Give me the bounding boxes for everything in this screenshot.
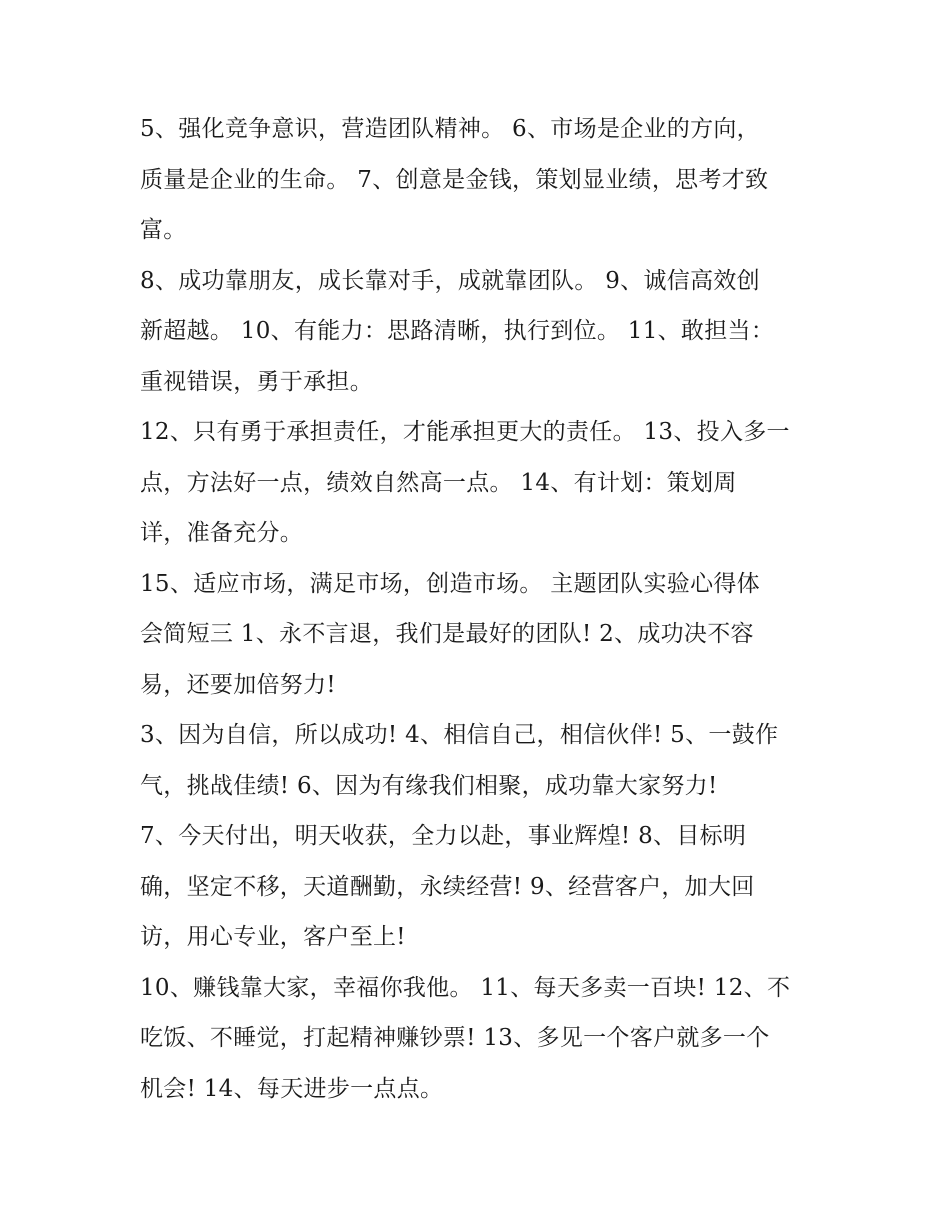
text-line: 8、成功靠朋友，成长靠对手，成就靠团队。 9、诚信高效创	[140, 267, 760, 294]
text-line: 质量是企业的生命。 7、创意是金钱，策划显业绩，思考才致	[140, 166, 769, 193]
text-line: 确，坚定不移，天道酬勤，永续经营! 9、经营客户，加大回	[140, 873, 755, 900]
text-line: 会简短三 1、永不言退，我们是最好的团队! 2、成功决不容	[140, 621, 754, 647]
text-line: 7、今天付出，明天收获，全力以赴，事业辉煌! 8、目标明	[140, 823, 747, 849]
text-line: 机会! 14、每天进步一点点。	[140, 1075, 444, 1102]
text-line: 10、赚钱靠大家，幸福你我他。 11、每天多卖一百块! 12、不	[140, 974, 791, 1001]
text-line: 富。	[140, 217, 187, 243]
text-line: 点，方法好一点，绩效自然高一点。 14、有计划：策划周	[140, 469, 737, 496]
document-body	[140, 104, 820, 1114]
text-line: 15、适应市场，满足市场，创造市场。 主题团队实验心得体	[140, 570, 760, 597]
text-line: 气，挑战佳绩! 6、因为有缘我们相聚，成功靠大家努力!	[140, 772, 718, 799]
text-line: 12、只有勇于承担责任，才能承担更大的责任。 13、投入多一	[140, 419, 790, 445]
text-line: 新超越。 10、有能力：思路清晰，执行到位。 11、敢担当：	[140, 318, 775, 344]
text-line: 重视错误，勇于承担。	[140, 368, 373, 395]
text-line: 易，还要加倍努力!	[140, 671, 336, 698]
text-line: 3、因为自信，所以成功! 4、相信自己，相信伙伴! 5、一鼓作	[140, 722, 779, 748]
text-line: 详，准备充分。	[140, 520, 304, 546]
text-line: 5、强化竞争意识，营造团队精神。 6、市场是企业的方向，	[140, 116, 760, 142]
text-line: 访，用心专业，客户至上!	[140, 924, 406, 950]
text-line: 吃饭、不睡觉，打起精神赚钞票! 13、多见一个客户就多一个	[140, 1025, 770, 1051]
